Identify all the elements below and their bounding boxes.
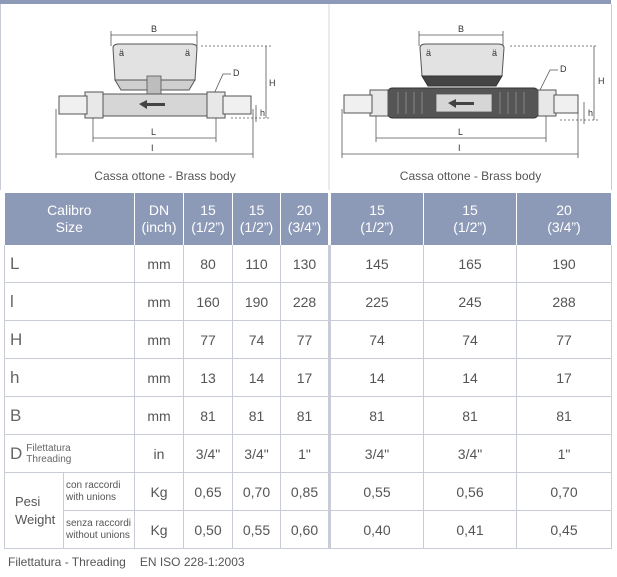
table-row-weight-with-unions — [5, 473, 612, 511]
row-label: B — [5, 397, 135, 435]
table-cell: 288 — [517, 283, 612, 321]
row-label: h — [5, 359, 135, 397]
table-row — [5, 283, 612, 321]
row-unit: Kg — [135, 473, 184, 511]
with-unions-label: con raccordi with unions — [64, 473, 135, 511]
table-cell: 81 — [233, 397, 281, 435]
footer-threading: Filettatura - Threading — [8, 555, 126, 569]
table-row — [5, 397, 612, 435]
row-unit: mm — [135, 397, 184, 435]
table-cell: 0,56 — [424, 473, 517, 511]
table-cell: 0,50 — [184, 511, 233, 549]
table-cell: 3/4" — [233, 435, 281, 473]
table-cell: 245 — [424, 283, 517, 321]
header-col-6: 20 (3/4”) — [517, 193, 612, 245]
lid-symbol-right: ä — [492, 48, 498, 58]
row-unit: mm — [135, 321, 184, 359]
table-cell: 1" — [281, 435, 330, 473]
caption-right: Cassa ottone - Brass body — [399, 169, 542, 183]
label-d: D — [560, 64, 567, 74]
water-meter-diagram-right — [330, 4, 611, 190]
header-dn: DN (inch) — [135, 193, 184, 245]
weight-label-grid — [10, 473, 134, 548]
footer-note — [8, 555, 245, 569]
row-unit: Kg — [135, 511, 184, 549]
table-header-row — [5, 193, 612, 245]
table-cell: 14 — [424, 359, 517, 397]
label-l-small: I — [151, 143, 154, 153]
table-cell: 225 — [330, 283, 424, 321]
lid-symbol-left: ä — [426, 48, 432, 58]
water-meter-diagram-left — [1, 4, 329, 190]
table-cell: 228 — [281, 283, 330, 321]
row-unit: in — [135, 435, 184, 473]
header-calibro: Calibro Size — [5, 193, 135, 245]
lid-symbol-right: ä — [185, 48, 191, 58]
table-cell: 74 — [424, 321, 517, 359]
table-cell: 130 — [281, 245, 330, 283]
table-cell: 165 — [424, 245, 517, 283]
header-col-1: 15 (1/2”) — [184, 193, 233, 245]
label-b: B — [458, 24, 465, 34]
caption-left: Cassa ottone - Brass body — [94, 169, 236, 183]
table-cell: 0,40 — [330, 511, 424, 549]
table-cell: 0,45 — [517, 511, 612, 549]
table-cell: 145 — [330, 245, 424, 283]
header-col-2: 15 (1/2”) — [233, 193, 281, 245]
table-cell: 160 — [184, 283, 233, 321]
table-cell: 3/4" — [424, 435, 517, 473]
table-cell: 190 — [517, 245, 612, 283]
table-cell: 77 — [184, 321, 233, 359]
table-cell: 81 — [330, 397, 424, 435]
table-row — [5, 245, 612, 283]
table-cell: 81 — [281, 397, 330, 435]
table-cell: 74 — [233, 321, 281, 359]
table-cell: 0,70 — [233, 473, 281, 511]
table-cell: 110 — [233, 245, 281, 283]
table-cell: 17 — [281, 359, 330, 397]
without-unions-label: senza raccordi without unions — [66, 517, 132, 541]
table-cell: 1" — [517, 435, 612, 473]
table-cell: 17 — [517, 359, 612, 397]
row-label: H — [5, 321, 135, 359]
header-col-5: 15 (1/2”) — [424, 193, 517, 245]
label-d: D — [233, 68, 240, 78]
table-cell: 0,55 — [330, 473, 424, 511]
row-label-weight — [5, 473, 135, 549]
meter-drawing-right — [330, 4, 612, 190]
table-cell: 0,41 — [424, 511, 517, 549]
table-cell: 0,85 — [281, 473, 330, 511]
table-cell: 14 — [330, 359, 424, 397]
table-cell: 0,60 — [281, 511, 330, 549]
label-l-big: L — [151, 127, 157, 137]
label-l-small: I — [458, 143, 461, 153]
table-row — [5, 359, 612, 397]
row-unit: mm — [135, 245, 184, 283]
table-cell: 81 — [184, 397, 233, 435]
table-cell: 0,65 — [184, 473, 233, 511]
table-cell: 14 — [233, 359, 281, 397]
table-cell: 81 — [517, 397, 612, 435]
row-unit: mm — [135, 283, 184, 321]
table-cell: 0,70 — [517, 473, 612, 511]
table-cell: 190 — [233, 283, 281, 321]
table-cell: 3/4" — [184, 435, 233, 473]
table-row-d — [5, 435, 612, 473]
header-col-3: 20 (3/4”) — [281, 193, 330, 245]
row-label: L — [5, 245, 135, 283]
table-cell: 13 — [184, 359, 233, 397]
table-cell: 74 — [330, 321, 424, 359]
row-label: l — [5, 283, 135, 321]
table-cell: 3/4" — [330, 435, 424, 473]
label-l-big: L — [458, 127, 464, 137]
table-cell: 80 — [184, 245, 233, 283]
label-b: B — [151, 24, 158, 34]
meter-drawing-left — [0, 4, 329, 190]
table-cell: 0,55 — [233, 511, 281, 549]
row-label-d: D Filettatura Threading — [5, 435, 135, 473]
footer-standard: EN ISO 228-1:2003 — [139, 555, 245, 569]
table-row — [5, 321, 612, 359]
table-cell: 77 — [281, 321, 330, 359]
header-col-4: 15 (1/2”) — [330, 193, 424, 245]
weight-label: Pesi Weight — [10, 473, 64, 548]
label-h-big: H — [598, 76, 605, 86]
table-cell: 81 — [424, 397, 517, 435]
spec-table — [4, 193, 612, 549]
lid-symbol-left: ä — [119, 48, 125, 58]
label-h-big: H — [269, 78, 276, 88]
row-unit: mm — [135, 359, 184, 397]
table-cell: 77 — [517, 321, 612, 359]
label-h-small: h — [588, 108, 594, 118]
label-h-small: h — [260, 108, 266, 118]
